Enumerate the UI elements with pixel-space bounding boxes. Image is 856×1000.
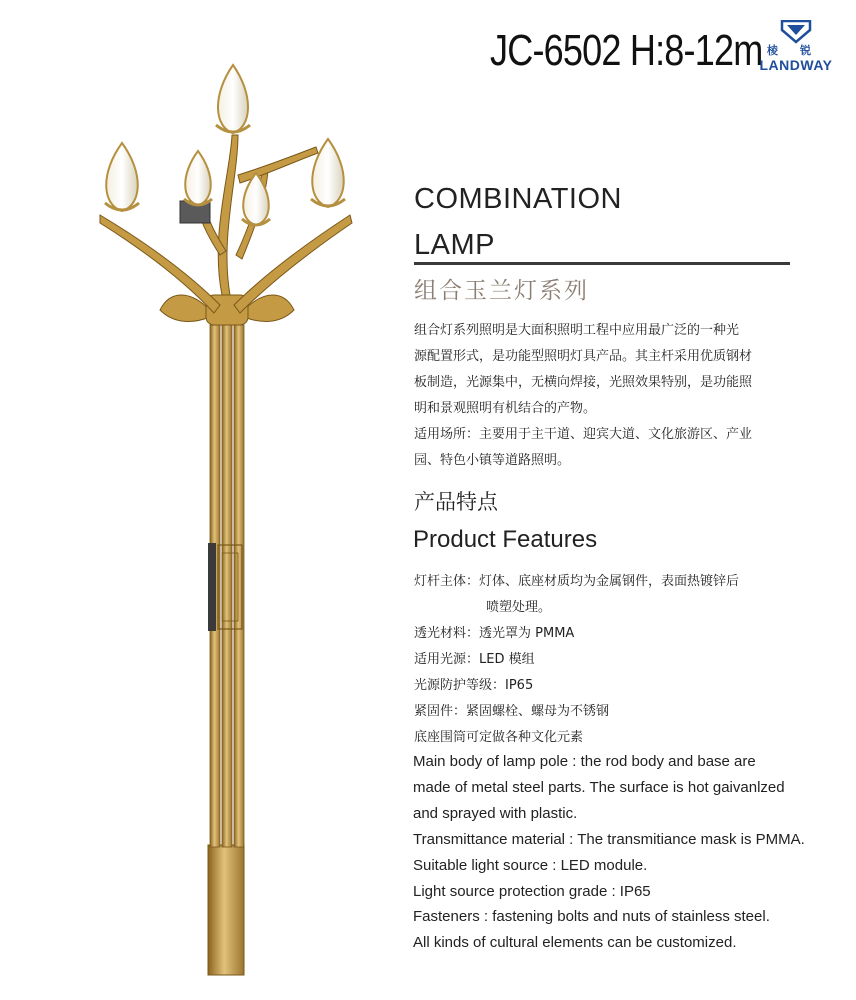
brand-logo xyxy=(750,20,842,76)
spec-en-line: made of metal steel parts. The surface is hot gaivanlzed xyxy=(413,778,785,796)
page-title xyxy=(414,176,622,268)
spec-en-line: Light source protection grade : IP65 xyxy=(413,882,651,900)
spec-en-line: Suitable light source : LED module. xyxy=(413,856,648,874)
lamp-illustration xyxy=(80,55,380,980)
subtitle-cn: 组合玉兰灯系列 xyxy=(414,278,589,304)
title-divider xyxy=(414,262,790,265)
model-title: JC-6502 H:8-12m xyxy=(490,26,763,75)
spec-line: 灯杆主体：灯体、底座材质均为金属钢件，表面热镀锌后 xyxy=(414,574,740,589)
intro-line: 板制造，光源集中，无横向焊接，光照效果特别，是功能照 xyxy=(414,375,753,390)
lamp-base xyxy=(208,845,244,975)
spec-en-line: Fasteners : fastening bolts and nuts of stainless steel. xyxy=(413,908,770,926)
logo-en-text: LANDWAY xyxy=(759,57,833,73)
bulb-inner-left xyxy=(184,151,212,205)
intro-line: 明和景观照明有机结合的产物。 xyxy=(414,401,597,416)
intro-line: 组合灯系列照明是大面积照明工程中应用最广泛的一种光 xyxy=(414,323,740,338)
title-line-1: COMBINATION xyxy=(414,183,622,215)
spec-line: 光源防护等级：IP65 xyxy=(414,678,534,693)
title-line-2: LAMP xyxy=(414,229,495,261)
intro-paragraph xyxy=(414,318,804,474)
intro-line: 适用场所：主要用于主干道、迎宾大道、文化旅游区、产业 xyxy=(414,427,753,442)
logo-emblem-icon xyxy=(750,20,842,44)
spec-en-line: Main body of lamp pole : the rod body and base are xyxy=(413,753,756,770)
spec-line: 透光材料：透光罩为 PMMA xyxy=(414,626,575,641)
features-heading-en: Product Features xyxy=(413,526,598,553)
features-heading-cn: 产品特点 xyxy=(414,490,498,514)
bulb-far-left xyxy=(105,143,139,211)
lamp-pole xyxy=(208,325,244,847)
features-list-cn xyxy=(414,569,850,751)
spec-en-line: All kinds of cultural elements can be customized. xyxy=(413,934,737,952)
intro-line: 园、特色小镇等道路照明。 xyxy=(414,453,571,468)
spec-line: 适用光源：LED 模组 xyxy=(414,652,535,667)
logo-cn-text: 棱锐 xyxy=(767,44,833,57)
bulb-top xyxy=(216,65,250,133)
lamp-arms xyxy=(100,135,352,313)
spec-en-line: Transmittance material : The transmitiance mask is PMMA. xyxy=(413,830,805,848)
features-list-en xyxy=(413,749,853,956)
intro-line: 源配置形式，是功能型照明灯具产品。其主杆采用优质钢材 xyxy=(414,349,753,364)
spec-line: 紧固件：紧固螺栓、螺母为不锈钢 xyxy=(414,704,610,719)
spec-line: 底座围筒可定做各种文化元素 xyxy=(414,730,584,745)
spec-en-line: and sprayed with plastic. xyxy=(413,804,578,822)
lamp-ornament xyxy=(160,295,294,325)
spec-line: 喷塑处理。 xyxy=(486,600,552,615)
